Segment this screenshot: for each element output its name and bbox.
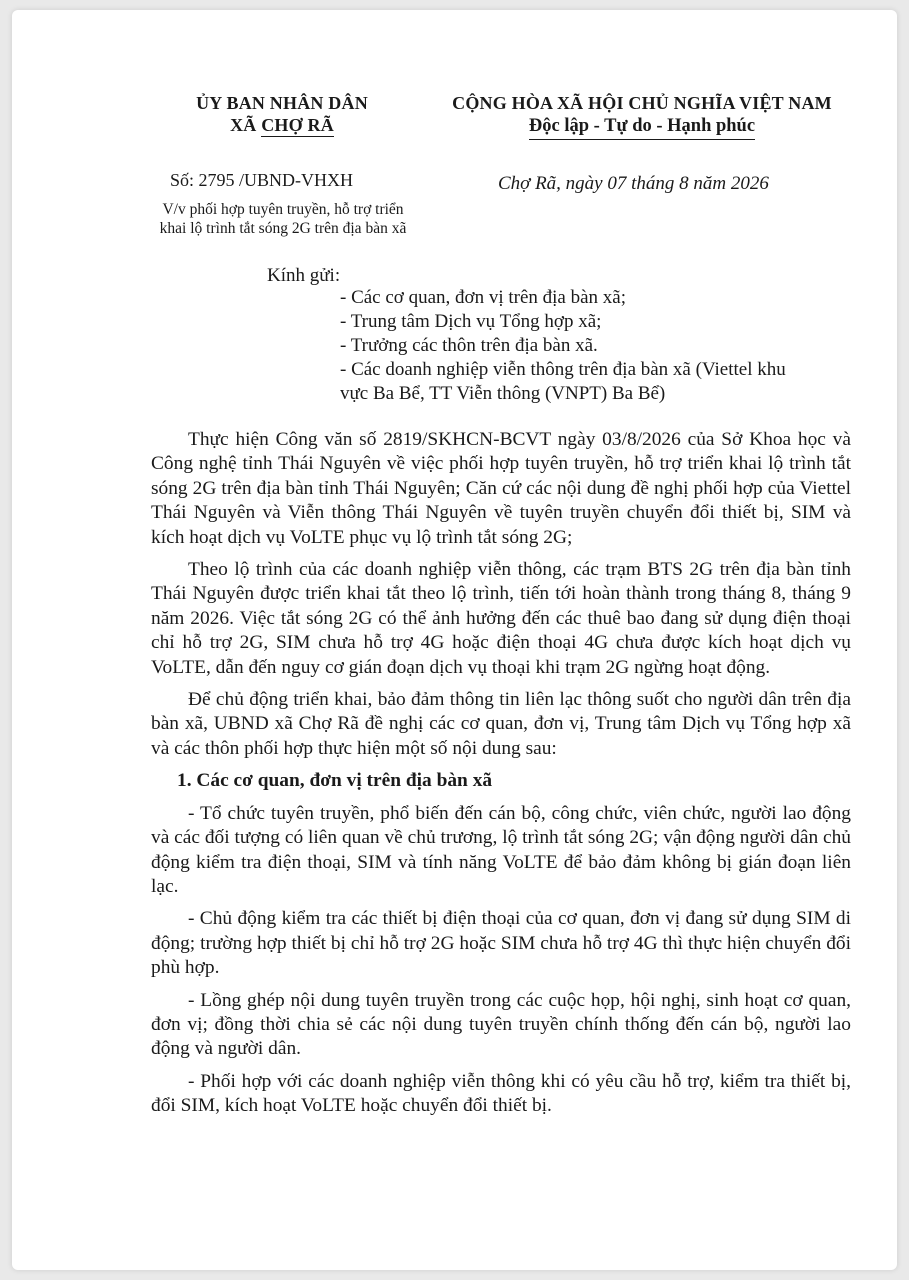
motto: Độc lập - Tự do - Hạnh phúc	[529, 114, 755, 140]
recipient-item: - Các cơ quan, đơn vị trên địa bàn xã;	[340, 287, 627, 308]
paragraph-request: Để chủ động triển khai, bảo đảm thông tin liên lạc thông suốt cho người dân trên địa bàn xã, UBND xã Chợ Rã đề nghị các cơ quan, đơn vị, Trung tâm Dịch vụ Tổng hợp xã và các thôn phối hợp thực hiện một số nội dung sau:	[151, 689, 851, 759]
recipient-list	[340, 286, 850, 406]
document-number: Số: 2795 /UBND-VHXH	[170, 170, 354, 190]
document-page	[12, 10, 897, 1270]
bullet-paragraph: - Phối hợp với các doanh nghiệp viễn thông khi có yêu cầu hỗ trợ, kiểm tra thiết bị, đổi SIM, kích hoạt VoLTE hoặc chuyển đổi thiết bị.	[151, 1070, 851, 1117]
recipient-item: - Trưởng các thôn trên địa bàn xã.	[340, 335, 598, 356]
document-body	[151, 428, 851, 1127]
bullet-paragraph: - Chủ động kiểm tra các thiết bị điện thoại của cơ quan, đơn vị đang sử dụng SIM di động; trường hợp thiết bị chỉ hỗ trợ 2G hoặc SIM chưa hỗ trợ 4G thì thực hiện chuyển đổi phù hợp.	[151, 908, 851, 979]
recipient-item: vực Ba Bể, TT Viễn thông (VNPT) Ba Bể)	[340, 383, 666, 404]
paragraph-legal-basis: Thực hiện Công văn số 2819/SKHCN-BCVT ngày 03/8/2026 của Sở Khoa học và Công nghệ tỉnh Thái Nguyên về việc phối hợp tuyên truyền, hỗ trợ triển khai lộ trình tắt sóng 2G trên địa bàn tỉnh Thái Nguyên; Căn cứ các nội dung đề nghị phối hợp của Viettel Thái Nguyên và Viễn thông Thái Nguyên về tuyên truyền chuyển đổi thiết bị, SIM và kích hoạt dịch vụ VoLTE phục vụ lộ trình tắt sóng 2G;	[151, 429, 851, 548]
greeting: Kính gửi:	[267, 265, 341, 286]
authority-line-2-prefix: XÃ	[230, 115, 262, 135]
recipient-item: - Các doanh nghiệp viễn thông trên địa bàn xã (Viettel khu	[340, 359, 786, 380]
national-motto	[422, 92, 862, 140]
authority-line-1: ỦY BAN NHÂN DÂN	[196, 93, 368, 113]
authority-name-underlined: CHỢ RÃ	[261, 115, 334, 135]
nation-name: CỘNG HÒA XÃ HỘI CHỦ NGHĨA VIỆT NAM	[452, 93, 832, 113]
bullet-paragraph: - Tổ chức tuyên truyền, phổ biến đến cán bộ, công chức, viên chức, người lao động và các đối tượng có liên quan về chủ trương, lộ trình tắt sóng 2G; vận động người dân chủ động kiểm tra điện thoại, SIM và tính năng VoLTE để bảo đảm không bị gián đoạn liên lạc.	[151, 802, 851, 897]
section-1-title: 1. Các cơ quan, đơn vị trên địa bàn xã	[177, 770, 493, 792]
document-date: Chợ Rã, ngày 07 tháng 8 năm 2026	[498, 173, 769, 194]
subject-line-2: khai lộ trình tắt sóng 2G trên địa bàn xã	[159, 220, 407, 237]
recipient-item: - Trung tâm Dịch vụ Tổng hợp xã;	[340, 311, 602, 332]
document-subject	[142, 200, 424, 238]
subject-line-1: V/v phối hợp tuyên truyền, hỗ trợ triển	[162, 201, 404, 218]
bullet-paragraph: - Lồng ghép nội dung tuyên truyền trong các cuộc họp, hội nghị, sinh hoạt cơ quan, đơn vị; đồng thời chia sẻ các nội dung tuyên truyền chính thống đến cán bộ, người lao động và người dân.	[151, 989, 851, 1060]
issuing-authority	[152, 92, 412, 136]
authority-line-2	[152, 114, 412, 136]
paragraph-roadmap: Theo lộ trình của các doanh nghiệp viễn thông, các trạm BTS 2G trên địa bàn tỉnh Thái Nguyên được triển khai tắt theo lộ trình, tiến tới hoàn thành trong tháng 8, tháng 9 năm 2026. Việc tắt sóng 2G có thể ảnh hưởng đến các thuê bao đang sử dụng điện thoại chỉ hỗ trợ 2G, SIM chưa hỗ trợ 4G hoặc điện thoại 4G chưa được kích hoạt dịch vụ VoLTE, dẫn đến nguy cơ gián đoạn dịch vụ thoại khi trạm 2G ngừng hoạt động.	[151, 559, 851, 678]
